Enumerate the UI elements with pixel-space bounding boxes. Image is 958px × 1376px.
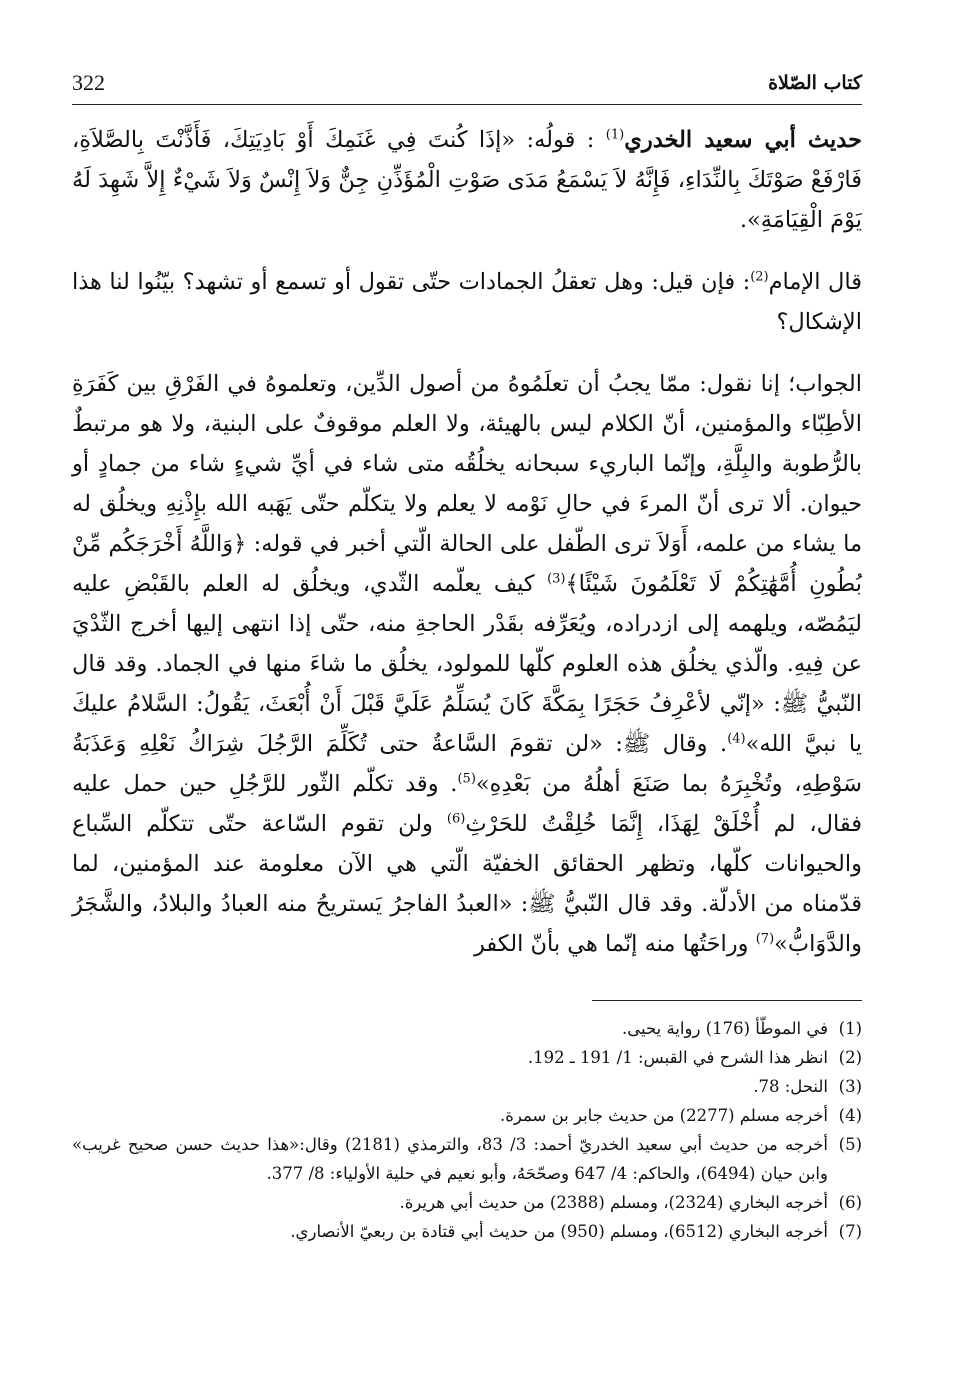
footnote-ref: (5) — [457, 771, 476, 787]
answer-text-3: . وقال ﷺ: «لن تقومَ السَّاعةُ حتى تُكَلِّمَ الرَّجُلَ شِرَاكُ نَعْلِهِ وَعَذَبَةُ سَوْطِهِ، وتُخْبِرَهُ بما صَنَعَ أهلُهُ من بَعْدِهِ» — [72, 731, 862, 797]
footnote-ref: (7) — [755, 931, 775, 947]
footnote-ref: (4) — [727, 731, 746, 747]
footnote-ref: (2) — [750, 269, 769, 285]
running-title: كتاب الصّلاة — [768, 72, 862, 94]
paragraph-question — [72, 262, 862, 342]
answer-text-4: . وقد تكلّم الثّور للرَّجُلِ حين حمل عليه فقال، لم أُخْلَقْ لِهَذَا، إِنَّمَا خُلِقْتُ للحَرْثِ — [72, 771, 862, 837]
page-header — [72, 70, 862, 105]
footnote-number: (1) — [838, 1019, 862, 1038]
footnote-text: انظر هذا الشرح في القبس: 1/ 191 ـ 192. — [527, 1048, 828, 1067]
footnote-item — [72, 1043, 862, 1072]
page-number: 322 — [72, 70, 105, 95]
hadith-text: : قولُه: «إذَا كُنتَ فِي غَنَمِكَ أَوْ بَادِيَتِكَ، فَأَذَّنْتَ بِالصَّلاَةِ، فَارْفَعْ صَوْتَكَ بِالنِّدَاءِ، فَإِنَّهُ لاَ يَسْمَعُ مَدَى صَوْتِ الْمُؤَذِّنِ جِنٌّ وَلاَ إِنْسٌ وَلاَ شَيْءٌ إِلاَّ شَهِدَ لَهُ يَوْمَ الْقِيَامَةِ». — [72, 127, 862, 233]
footnotes — [72, 1014, 862, 1246]
footnote-text: في الموطّأ (176) رواية يحيى. — [621, 1019, 828, 1038]
footnote-ref: (1) — [605, 127, 625, 143]
paragraph-answer — [72, 364, 862, 964]
footnote-number: (2) — [838, 1048, 862, 1067]
paragraph-hadith — [72, 120, 862, 240]
footnote-item — [72, 1188, 862, 1217]
footnote-text: أخرجه من حديث أبي سعيد الخدريّ أحمد: 3/ 83، والترمذي (2181) وقال:«هذا حديث حسن صحيح غريب» وابن حيان (6494)، والحاكم: 4/ 647 وصحّحَهُ، وأبو نعيم في حلية الأولياء: 8/ 377. — [72, 1135, 828, 1183]
answer-text-6: وراحَتُها منه إنّما هي بأنّ الكفر — [474, 931, 756, 957]
answer-text-1: الجواب؛ إنا نقول: ممّا يجبُ أن تعلَمُوهُ من أصول الدِّين، وتعلموهُ في الفَرْقِ بين كَفَرَةِ الأطِبّاء والمؤمنين، أنّ الكلام ليس بالهيئة، ولا العلم موقوفٌ على البنية، ولا هو مرتبطٌ بالرُّطوبة والبِلَّةِ، وإنّما الباريء سبحانه يخلُقُه متى شاء في أيِّ شيءٍ شاء من جمادٍ أو حيوان. ألا ترى أنّ المرءَ في حالِ نَوْمه لا يعلم ولا يتكلّم حتّى يَهَبه الله بإِذْنِهِ ويخلُق له ما يشاء من علمه، أَوَلاَ ترى الطّفل على الحالة الّتي أخبر في قوله: ﴿وَاللَّهُ أَخْرَجَكُم مِّنْ بُطُونِ أُمَّهَٰتِكُمْ لَا تَعْلَمُونَ شَيْئًا﴾ — [72, 371, 862, 597]
question-text: : فإن قيل: وهل تعقلُ الجمادات حتّى تقول أو تسمع أو تشهد؟ بيّنُوا لنا هذا الإشكال؟ — [72, 269, 862, 335]
footnote-number: (5) — [838, 1135, 862, 1154]
footnote-number: (3) — [838, 1077, 862, 1096]
footnote-number: (7) — [838, 1222, 862, 1241]
footnote-number: (4) — [838, 1106, 862, 1125]
footnote-text: أخرجه مسلم (2277) من حديث جابر بن سمرة. — [499, 1106, 828, 1125]
footnote-item — [72, 1014, 862, 1043]
answer-text-2: كيف يعلّمه الثّدي، ويخلُق له العلم بالقَبْضِ عليه ليَمُصّه، ويلهمه إلى ازدراده، ويُعَرِّفه بقَدْر الحاجةِ منه، حتّى إذا انتهى إليها أخرج الثّدْيَ عن فِيهِ. والّذي يخلُق هذه العلوم كلّها للمولود، يخلُق ما شاءَ منها في الجماد. وقد قال النّبيُّ ﷺ: «إنّي لأعْرِفُ حَجَرًا بِمَكَّةَ كَانَ يُسَلِّمُ عَلَيَّ قَبْلَ أَنْ أُبْعَثَ، يَقُولُ: السَّلامُ عليكَ يا نبيَّ الله» — [72, 571, 862, 757]
footnote-item — [72, 1101, 862, 1130]
hadith-heading: حديث أبي سعيد الخدري — [624, 127, 863, 153]
answer-text-5: ولن تقوم السّاعة حتّى تتكلّم السِّباع والحيوانات كلّها، وتظهر الحقائق الخفيّة الّتي هي الآن معلومة عند المؤمنين، لما قدّمناه من الأدلّة. وقد قال النّبيُّ ﷺ: «العبدُ الفاجرُ يَستريحُ منه العبادُ والبلادُ، والشَّجَرُ والدَّوَابُّ» — [72, 811, 862, 957]
main-text — [72, 120, 862, 982]
footnote-divider — [592, 1000, 862, 1001]
question-lead: قال الإمام — [768, 269, 862, 295]
footnote-number: (6) — [838, 1193, 862, 1212]
footnote-item — [72, 1130, 862, 1188]
footnote-text: النحل: 78. — [753, 1077, 828, 1096]
footnote-text: أخرجه البخاري (2324)، ومسلم (2388) من حديث أبي هريرة. — [399, 1193, 828, 1212]
footnote-ref: (6) — [446, 811, 466, 827]
footnote-ref: (3) — [547, 571, 566, 587]
footnote-item — [72, 1072, 862, 1101]
footnote-item — [72, 1217, 862, 1246]
footnote-text: أخرجه البخاري (6512)، ومسلم (950) من حديث أبي قتادة بن ربعيّ الأنصاري. — [290, 1222, 828, 1241]
